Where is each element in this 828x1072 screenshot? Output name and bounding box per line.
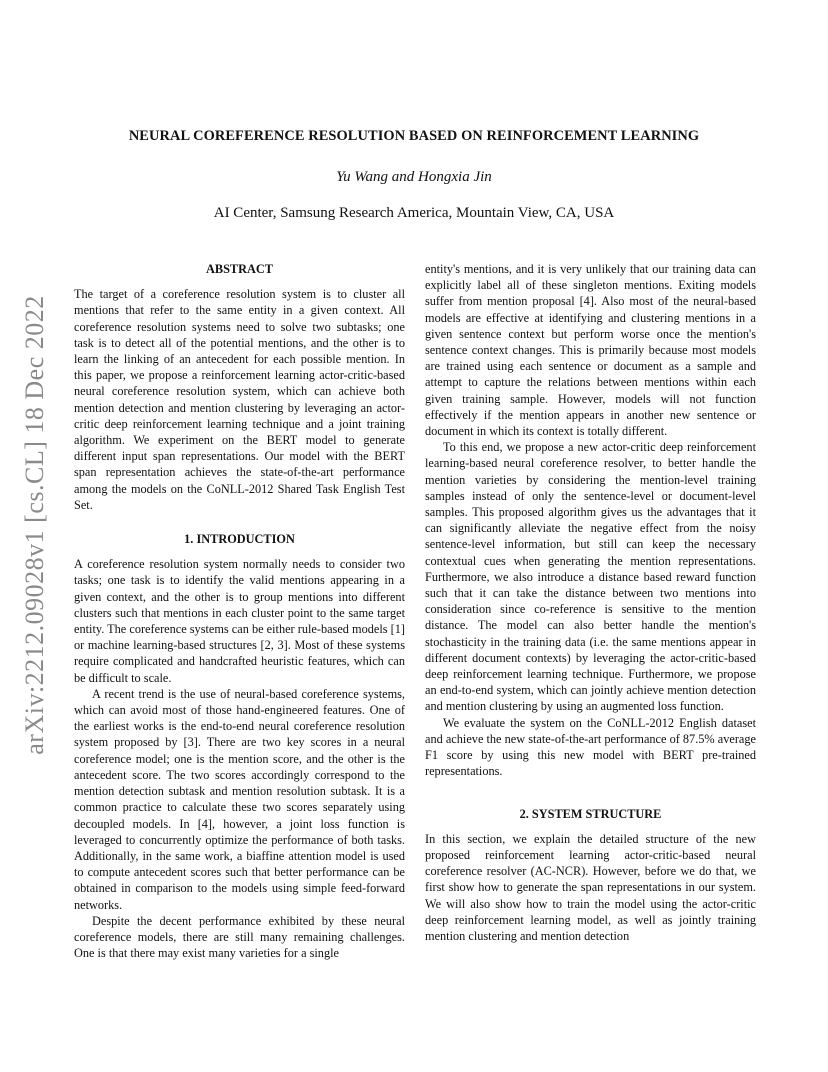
paper-authors: Yu Wang and Hongxia Jin [336, 169, 492, 185]
intro-paragraph-4: To this end, we propose a new actor-critic deep reinforcement learning-based neural coreference resolver, to better handle the mention varieties by considering the mention-level training samples instead of only the sentence-level or document-level samples. This proposed algorithm gives us the advantages that it can significantly alleviate the negative effect from the noisy sentence-level information, but still can keep the necessary contextual cues when generating the mention representations. Furthermore, we also introduce a distance based reward function such that it can take the distance between two mentions into consideration since co-reference is sensitive to the mention distance. The model can also better handle the mention's stochasticity in the training data (i.e. the same mentions appear in different document contexts) by leveraging the actor-critic-based deep reinforcement learning technique. Furthermore, we propose an end-to-end system, which can jointly achieve mention detection and mention clustering by using an augmented loss function. [425, 440, 756, 714]
intro-paragraph-3: Despite the decent performance exhibited by these neural coreference models, there are still many remaining challenges. One is that there may exist many varieties for a single [74, 913, 405, 961]
paper-affiliation: AI Center, Samsung Research America, Mountain View, CA, USA [213, 205, 615, 221]
intro-heading: 1. INTRODUCTION [184, 532, 295, 547]
intro-paragraph-3-continued: entity's mentions, and it is very unlikely that our training data can explicitly label all of these singleton mentions. Exiting models suffer from mention proposal [4]. Also most of the neural-based models are effective at identifying and clustering mentions in a given sentence context but perform worse once the mention's sentence context changes. This is primarily because most models are trained using each sentence or document as a sample and attempt to capture the relations between mentions within each given training sample. However, models will not function effectively if the mention appears in another new sentence or document in which its context is totally different. [425, 262, 756, 439]
arxiv-sidebar [10, 290, 60, 760]
intro-paragraph-1: A coreference resolution system normally needs to consider two tasks; one task is to identify the valid mentions appearing in a given context, and the other is to group mentions into different clusters such that mentions in each cluster point to the same target entity. The coreference systems can be either rule-based models [1] or machine learning-based structures [2, 3]. Most of these systems require complicated and handcrafted heuristic features, which can be difficult to scale. [74, 557, 405, 685]
paper-title: NEURAL COREFERENCE RESOLUTION BASED ON REINFORCEMENT LEARNING [128, 128, 700, 144]
intro-paragraph-5: We evaluate the system on the CoNLL-2012 English dataset and achieve the new state-of-the-art performance of 87.5% average F1 score by using this new model with BERT pre-trained representations. [425, 715, 756, 779]
abstract-heading: ABSTRACT [206, 262, 273, 276]
arxiv-identifier: arXiv:2212.09028v1 [cs.CL] 18 Dec 2022 [20, 295, 49, 755]
right-column [425, 261, 756, 944]
abstract-text: The target of a coreference resolution system is to cluster all mentions that refer to the same entity in a given context. All coreference resolution systems need to solve two subtasks; one task is to detect all of the potential mentions, and the other is to learn the linking of an antecedent for each possible mention. In this paper, we propose a reinforcement learning actor-critic-based neural coreference resolution system, which can achieve both mention detection and mention clustering by leveraging an actor-critic deep reinforcement learning technique and a joint training algorithm. We experiment on the BERT model to generate different input span representations. Our model with the BERT span representation achieves the state-of-the-art performance among the models on the CoNLL-2012 Shared Task English Test Set. [74, 287, 405, 512]
system-heading: 2. SYSTEM STRUCTURE [519, 806, 662, 821]
intro-paragraph-2: A recent trend is the use of neural-based coreference systems, which can avoid most of those hand-engineered features. One of the earliest works is the end-to-end neural coreference resolution system proposed by [3]. There are two key scores in a neural coreference model; one is the mention score, and the other is the antecedent score. The two scores accordingly correspond to the mention detection subtask and mention resolution subtask. It is a common practice to calculate these two scores separately using decoupled models. In [4], however, a joint loss function is leveraged to concurrently optimize the performance of both tasks. Additionally, in the same work, a biaffine attention model is used to compute antecedent scores such that better performance can be obtained in comparison to the models using simple feed-forward networks. [74, 686, 405, 912]
left-column [74, 261, 405, 961]
system-paragraph-1: In this section, we explain the detailed structure of the new proposed reinforcement learning actor-critic-based neural coreference resolver (AC-NCR). However, before we do that, we first show how to generate the span representations in our system. We will also show how to train the model using the actor-critic deep reinforcement learning model, as well as jointly training mention clustering and mention detection [425, 831, 756, 943]
